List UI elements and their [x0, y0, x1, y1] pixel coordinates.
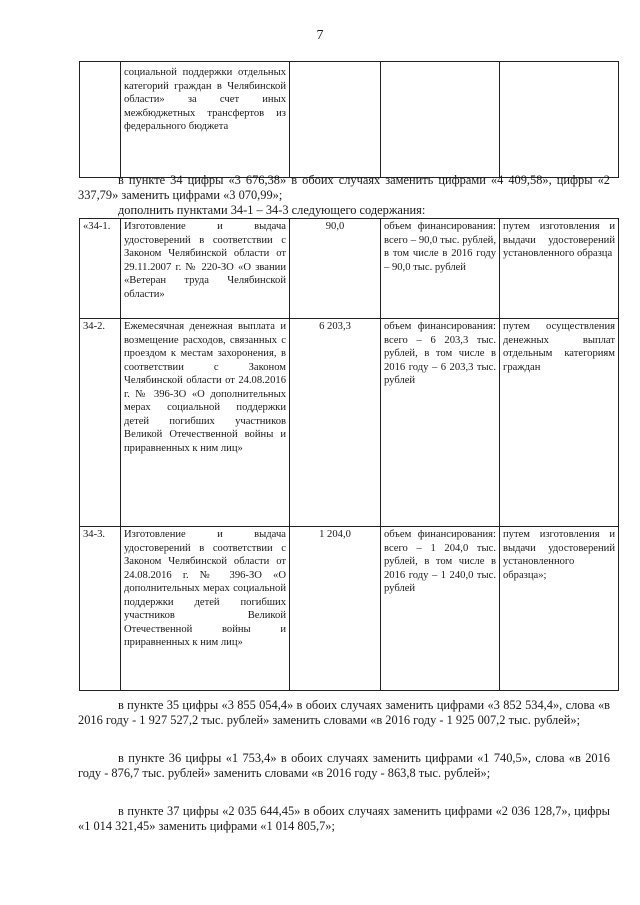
table-cell-financing: объем финансирования: всего – 90,0 тыс. рублей, в том числе в 2016 году – 90,0 тыс. рублей — [381, 219, 500, 319]
paragraph-item-34: в пункте 34 цифры «3 676,38» в обоих случаях заменить цифрами «4 409,58», цифры «2 337,79» заменить цифрами «3 070,99»; — [78, 173, 610, 203]
table-cell-number: 34-2. — [80, 319, 121, 527]
new-items-table — [79, 218, 619, 691]
table-cell-amount: 90,0 — [290, 219, 381, 319]
table-cell-method: путем изготовления и выдачи удостоверений установленного образца — [500, 219, 619, 319]
table-row — [80, 219, 619, 319]
table-row — [80, 319, 619, 527]
table-cell-method: путем осуществления денежных выплат отдельным категориям граждан — [500, 319, 619, 527]
paragraph-add-items: дополнить пунктами 34-1 – 34-3 следующего содержания: — [118, 203, 426, 217]
table-cell-name: Ежемесячная денежная выплата и возмещение расходов, связанных с проездом к местам захоронения, в соответствии с Законом Челябинской области от 24.08.2016 г. № 396-ЗО «О дополнительных мерах социальной поддержки детей погибших участников Великой Отечественной войны и приравненных к ним лиц» — [121, 319, 290, 527]
table-row — [80, 62, 619, 178]
paragraph-item-35: в пункте 35 цифры «3 855 054,4» в обоих случаях заменить цифрами «3 852 534,4», слова «в 2016 году - 1 927 527,2 тыс. рублей» заменить словами «в 2016 году - 1 925 007,2 тыс. рублей»; — [78, 698, 610, 728]
table-cell-number: «34-1. — [80, 219, 121, 319]
paragraph-item-36: в пункте 36 цифры «1 753,4» в обоих случаях заменить цифрами «1 740,5», слова «в 2016 году - 876,7 тыс. рублей» заменить словами «в 2016 году - 863,8 тыс. рублей»; — [78, 751, 610, 781]
table-cell-name: социальной поддержки отдельных категорий граждан в Челябинской области» за счет иных межбюджетных трансфертов из федерального бюджета — [121, 62, 290, 178]
table-cell-number — [80, 62, 121, 178]
paragraph-item-37: в пункте 37 цифры «2 035 644,45» в обоих случаях заменить цифрами «2 036 128,7», цифры «1 014 321,45» заменить цифрами «1 014 805,7»; — [78, 804, 610, 834]
continued-table — [79, 61, 619, 178]
table-cell-financing: объем финансирования: всего – 1 204,0 тыс. рублей, в том числе в 2016 году – 1 240,0 тыс. рублей — [381, 527, 500, 691]
table-cell-method: путем изготовления и выдачи удостоверений установленного образца»; — [500, 527, 619, 691]
table-cell-number: 34-3. — [80, 527, 121, 691]
table-cell-financing — [381, 62, 500, 178]
table-cell-amount — [290, 62, 381, 178]
table-cell-method — [500, 62, 619, 178]
table-cell-financing: объем финансирования: всего – 6 203,3 тыс. рублей, в том числе в 2016 году – 6 203,3 тыс. рублей — [381, 319, 500, 527]
table-cell-name: Изготовление и выдача удостоверений в соответствии с Законом Челябинской области от 24.08.2016 г. № 396-ЗО «О дополнительных мерах социальной поддержки детей погибших участников Великой Отечественной войны и приравненных к ним лиц» — [121, 527, 290, 691]
table-cell-name: Изготовление и выдача удостоверений в соответствии с Законом Челябинской области от 29.11.2007 г. № 220-ЗО «О звании «Ветеран труда Челябинской области» — [121, 219, 290, 319]
table-cell-amount: 6 203,3 — [290, 319, 381, 527]
page-number: 7 — [316, 28, 324, 43]
table-row — [80, 527, 619, 691]
table-cell-amount: 1 204,0 — [290, 527, 381, 691]
